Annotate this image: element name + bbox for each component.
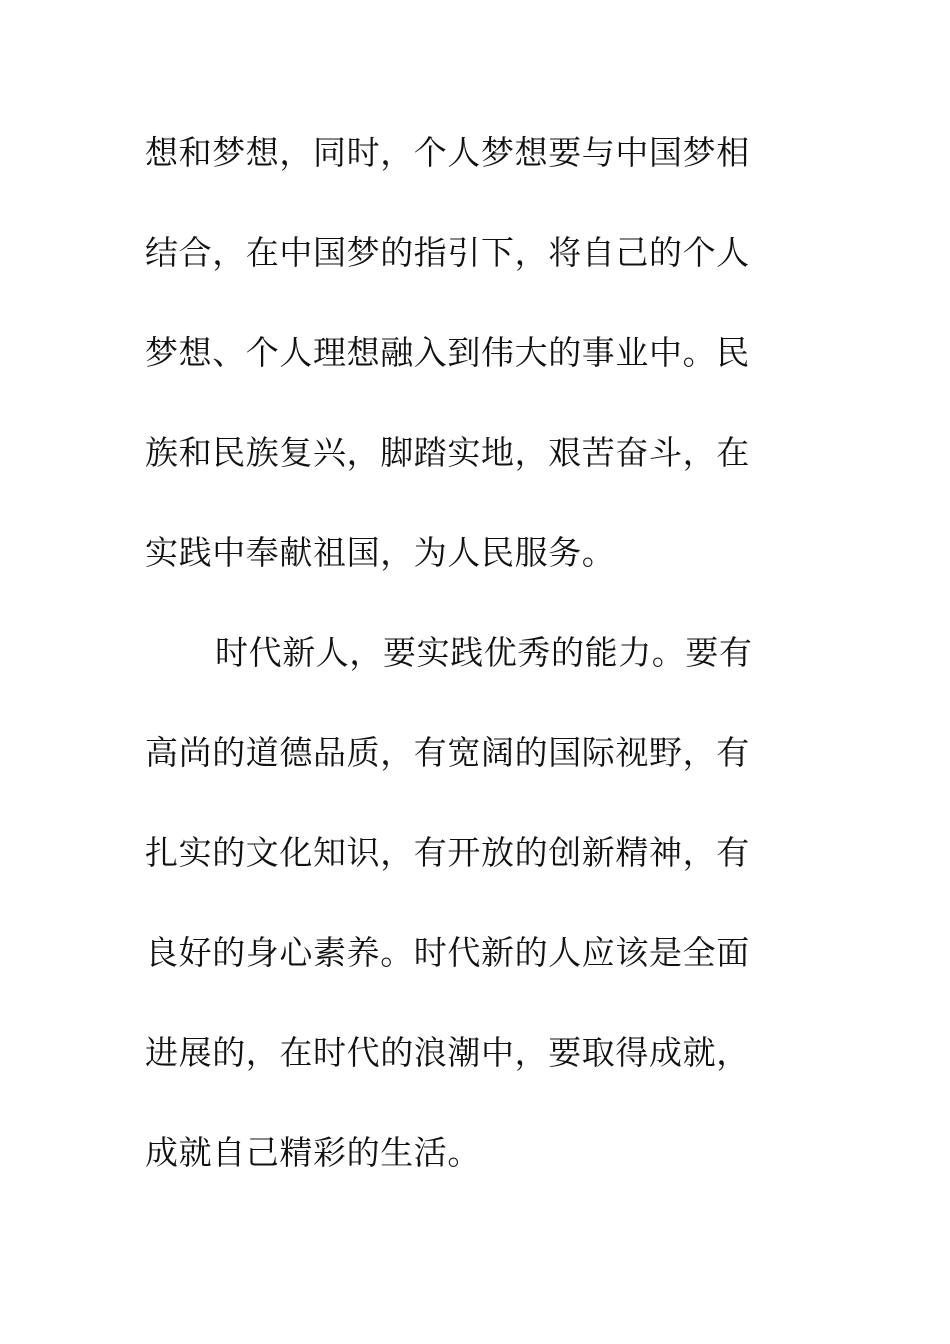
paragraph-2-line-5: 进展的，在时代的浪潮中，要取得成就， xyxy=(145,1033,750,1072)
paragraph-1-line-4: 族和民族复兴，脚踏实地，艰苦奋斗，在 xyxy=(145,433,750,472)
body-text xyxy=(145,120,785,1220)
paragraph-2-line-6: 成就自己精彩的生活。 xyxy=(145,1133,481,1172)
paragraph-2-line-3: 扎实的文化知识，有开放的创新精神，有 xyxy=(145,833,750,872)
paragraph-1-line-1: 想和梦想，同时，个人梦想要与中国梦相 xyxy=(145,133,750,172)
paragraph-1-line-2: 结合，在中国梦的指引下，将自己的个人 xyxy=(145,233,750,272)
paragraph-2-line-1: 时代新人，要实践优秀的能力。要有 xyxy=(215,633,753,672)
paragraph-2-line-4: 良好的身心素养。时代新的人应该是全面 xyxy=(145,933,750,972)
paragraph-2-line-2: 高尚的道德品质，有宽阔的国际视野，有 xyxy=(145,733,750,772)
paragraph-1-line-3: 梦想、个人理想融入到伟大的事业中。民 xyxy=(145,333,750,372)
paragraph-1-line-5: 实践中奉献祖国，为人民服务。 xyxy=(145,533,616,572)
